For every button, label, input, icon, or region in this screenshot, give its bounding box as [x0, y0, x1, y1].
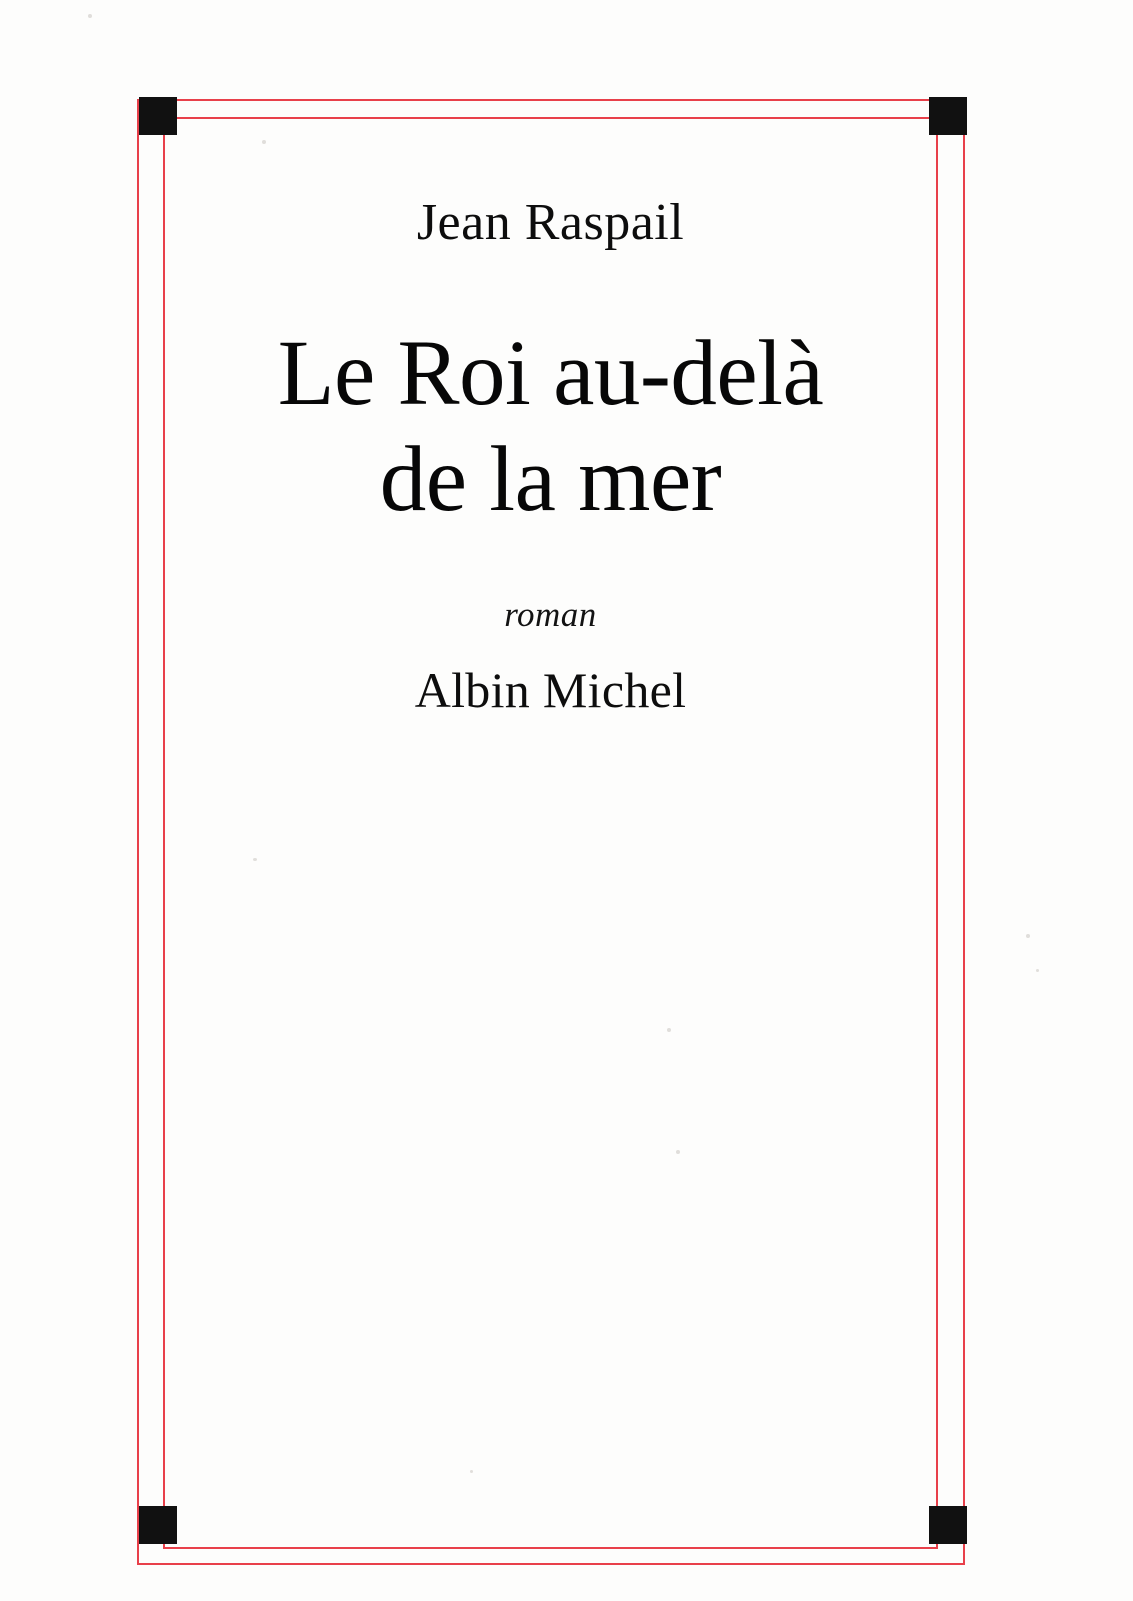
book-title	[163, 321, 938, 533]
paper-speckle	[1036, 969, 1039, 972]
corner-mark-top-right	[929, 97, 967, 135]
corner-mark-bottom-right	[929, 1506, 967, 1544]
book-title-line-2: de la mer	[379, 428, 722, 532]
author-name: Jean Raspail	[416, 194, 685, 251]
paper-speckle	[88, 14, 92, 18]
book-title-line-1: Le Roi au-delà	[277, 322, 824, 426]
corner-mark-top-left	[139, 97, 177, 135]
paper-speckle	[1026, 934, 1030, 938]
genre-label: roman	[504, 595, 597, 635]
cover-text-block	[163, 150, 938, 719]
publisher-name: Albin Michel	[414, 662, 687, 719]
corner-mark-bottom-left	[139, 1506, 177, 1544]
